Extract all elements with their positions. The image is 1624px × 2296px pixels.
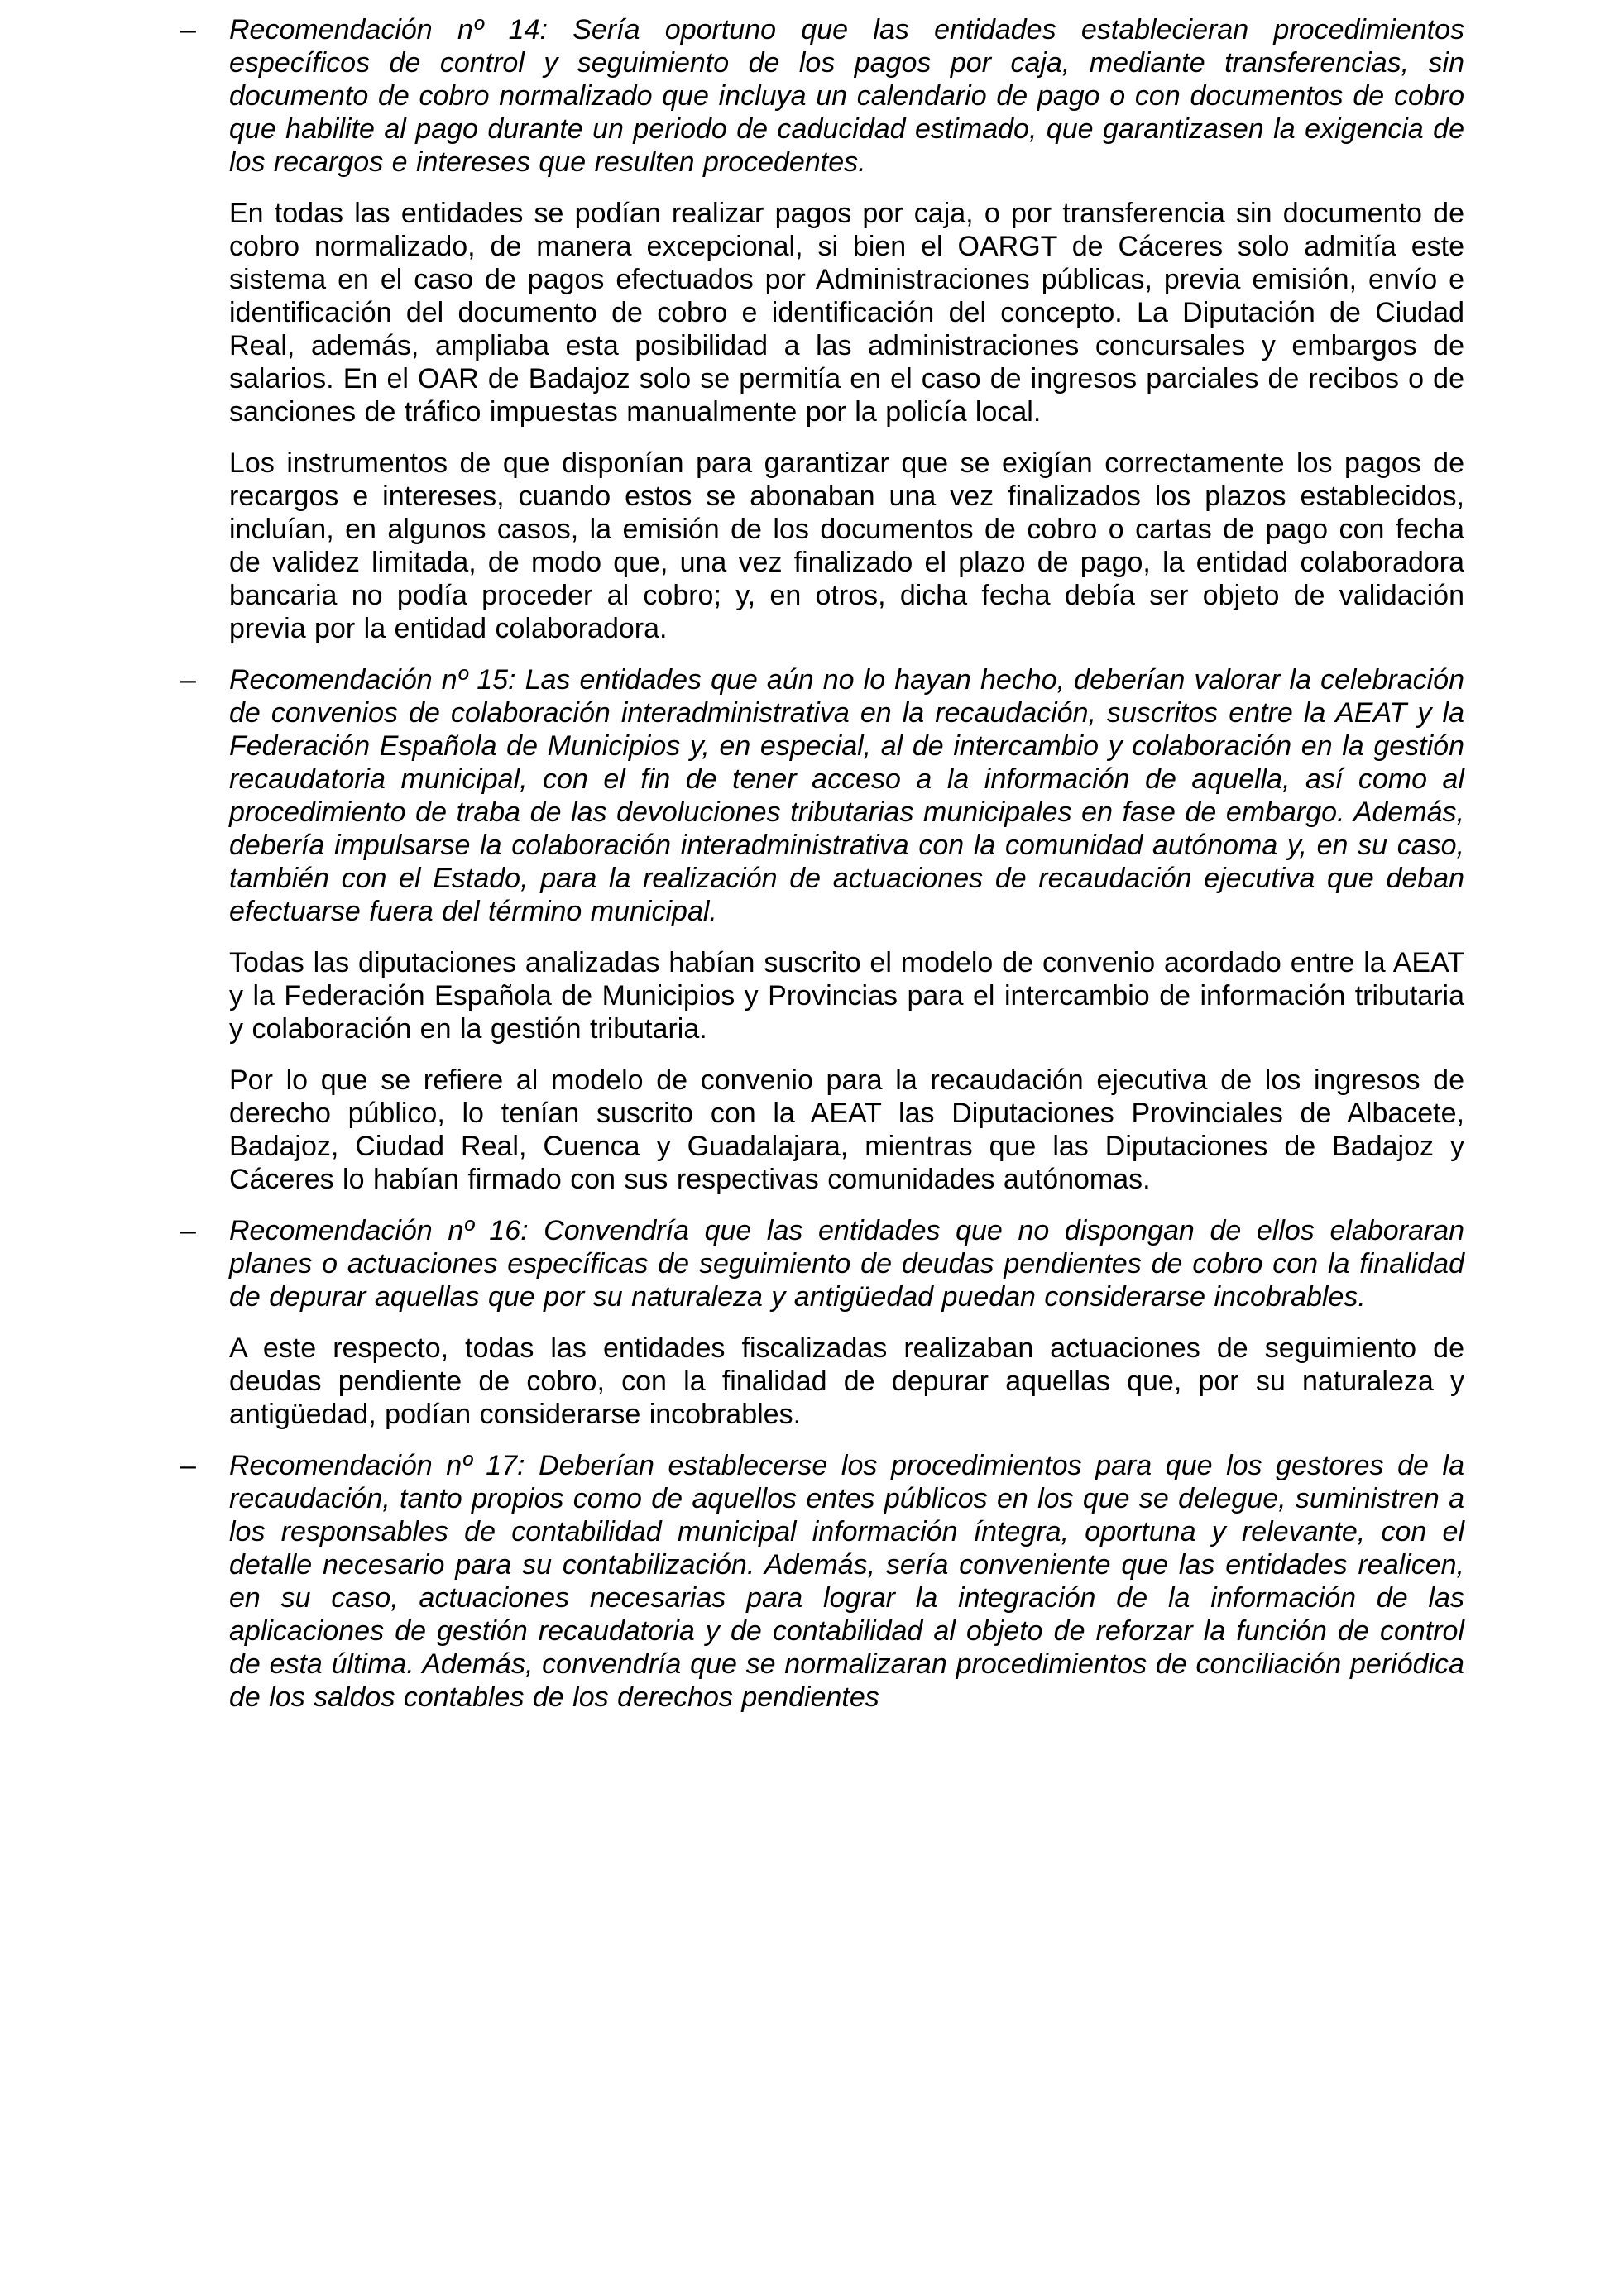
dash-bullet: – bbox=[180, 664, 196, 696]
response-paragraph-15b: Por lo que se refiere al modelo de convenio para la recaudación ejecutiva de los ingresos de derecho público, lo tenían suscrito con la AEAT las Diputaciones Provinciales de Albacete, Badajoz, Ciudad Real, Cuenca y Guadalajara, mientras que las Diputaciones de Badajoz y Cáceres lo habían firmado con sus respectivas comunidades autónomas. bbox=[229, 1064, 1464, 1195]
dash-bullet: – bbox=[180, 1215, 196, 1246]
recommendation-14-text: Recomendación nº 14: Sería oportuno que las entidades establecieran procedimientos específicos de control y seguimiento de los pagos por caja, mediante transferencias, sin documento de cobro normalizado que incluya un calendario de pago o con documentos de cobro que habilite al pago durante un periodo de caducidad estimado, que garantizasen la exigencia de los recargos e intereses que resulten procedentes. bbox=[229, 14, 1464, 178]
recommendation-item-17 bbox=[180, 1449, 1464, 1714]
response-paragraph-14a: En todas las entidades se podían realizar pagos por caja, o por transferencia sin documento de cobro normalizado, de manera excepcional, si bien el OARGT de Cáceres solo admitía este sistema en el caso de pagos efectuados por Administraciones públicas, previa emisión, envío e identificación del documento de cobro e identificación del concepto. La Diputación de Ciudad Real, además, ampliaba esta posibilidad a las administraciones concursales y embargos de salarios. En el OAR de Badajoz solo se permitía en el caso de ingresos parciales de recibos o de sanciones de tráfico impuestas manualmente por la policía local. bbox=[229, 198, 1464, 428]
recommendation-item-15 bbox=[180, 663, 1464, 928]
response-paragraph-16a: A este respecto, todas las entidades fiscalizadas realizaban actuaciones de seguimiento de deudas pendiente de cobro, con la finalidad de depurar aquellas que, por su naturaleza y antigüedad, podían considerarse incobrables. bbox=[229, 1332, 1464, 1430]
recommendation-15-text: Recomendación nº 15: Las entidades que aún no lo hayan hecho, deberían valorar la celebración de convenios de colaboración interadministrativa en la recaudación, suscritos entre la AEAT y la Federación Española de Municipios y, en especial, al de intercambio y colaboración en la gestión recaudatoria municipal, con el fin de tener acceso a la información de aquella, así como al procedimiento de traba de las devoluciones tributarias municipales en fase de embargo. Además, debería impulsarse la colaboración interadministrativa con la comunidad autónoma y, en su caso, también con el Estado, para la realización de actuaciones de recaudación ejecutiva que deban efectuarse fuera del término municipal. bbox=[229, 664, 1464, 927]
recommendation-16-text: Recomendación nº 16: Convendría que las entidades que no dispongan de ellos elaboraran planes o actuaciones específicas de seguimiento de deudas pendientes de cobro con la finalidad de depurar aquellas que por su naturaleza y antigüedad puedan considerarse incobrables. bbox=[229, 1215, 1464, 1313]
recommendation-17-text: Recomendación nº 17: Deberían establecerse los procedimientos para que los gestores de la recaudación, tanto propios como de aquellos entes públicos en los que se delegue, suministren a los responsables de contabilidad municipal información íntegra, oportuna y relevante, con el detalle necesario para su contabilización. Además, sería conveniente que las entidades realicen, en su caso, actuaciones necesarias para lograr la integración de la información de las aplicaciones de gestión recaudatoria y de contabilidad al objeto de reforzar la función de control de esta última. Además, convendría que se normalizaran procedimientos de conciliación periódica de los saldos contables de los derechos pendientes bbox=[229, 1450, 1464, 1713]
response-paragraph-15a: Todas las diputaciones analizadas habían suscrito el modelo de convenio acordado entre la AEAT y la Federación Española de Municipios y Provincias para el intercambio de información tributaria y colaboración en la gestión tributaria. bbox=[229, 947, 1464, 1045]
dash-bullet: – bbox=[180, 1450, 196, 1481]
dash-bullet: – bbox=[180, 14, 196, 45]
response-paragraph-14b: Los instrumentos de que disponían para garantizar que se exigían correctamente los pagos de recargos e intereses, cuando estos se abonaban una vez finalizados los plazos establecidos, incluían, en algunos casos, la emisión de los documentos de cobro o cartas de pago con fecha de validez limitada, de modo que, una vez finalizado el plazo de pago, la entidad colaboradora bancaria no podía proceder al cobro; y, en otros, dicha fecha debía ser objeto de validación previa por la entidad colaboradora. bbox=[229, 447, 1464, 644]
recommendation-item-14 bbox=[180, 13, 1464, 179]
recommendation-item-16 bbox=[180, 1214, 1464, 1313]
